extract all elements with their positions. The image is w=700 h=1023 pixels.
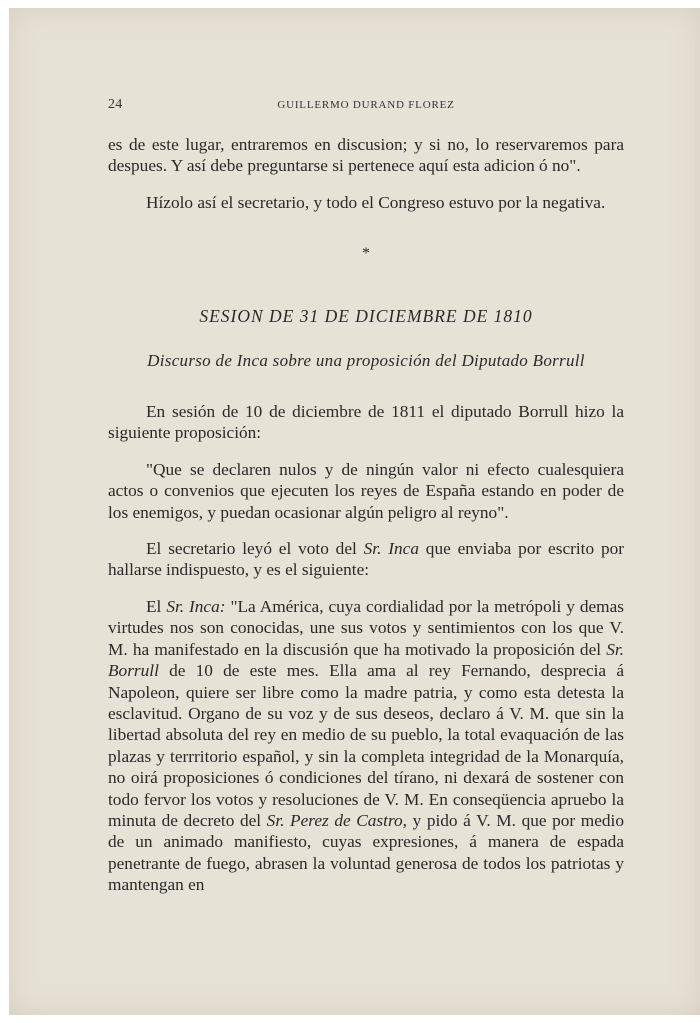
referenced-name: Sr. Borrull [108, 639, 624, 681]
paragraph-6 [108, 596, 624, 896]
paragraph-5-text-a: El secretario leyó el voto del [146, 539, 364, 559]
paragraph-3: En sesión de 10 de diciembre de 1811 el diputado Borrull hizo la siguiente proposición: [108, 402, 624, 443]
paragraph-6-text-a: El [146, 596, 167, 616]
paragraph-5-text-b: que enviaba por escrito por hallarse indispuesto, y es el siguiente: [108, 539, 625, 580]
paragraph-6-text-c: de 10 de este mes. Ella ama al rey Fernando, desprecia á Napoleon, quiere ser libre como la madre patria, y como esta detesta la esclavitud. Organo de su voz y de sus deseos, declaro á V. M. que sin la libertad absoluta del rey en medio de su pueblo, la total evaquación de las plazas y terrritorio español, y sin la completa integridad de la Monarquía, no oirá proposiciones ó condiciones del tírano, ni dexará de sostener con todo fervor los votos y resoluciones de V. M. En conseqüencia apruebo la minuta de decreto del [108, 661, 624, 830]
speaker-name: Sr. Inca [363, 539, 419, 559]
page-number: 24 [108, 97, 123, 112]
section-title: SESION DE 31 DE DICIEMBRE DE 1810 [199, 306, 533, 327]
section-separator: * [362, 245, 370, 263]
referenced-name: Sr. Perez de Castro, [266, 810, 407, 830]
page-header [108, 97, 624, 119]
paragraph-2: Hízolo así el secretario, y todo el Congreso estuvo por la negativa. [146, 192, 606, 212]
speaker-name: Sr. Inca: [166, 596, 226, 616]
running-head: GUILLERMO DURAND FLOREZ [277, 99, 455, 111]
paragraph-5 [108, 538, 624, 581]
paragraph-1: es de este lugar, entraremos en discusion; y si no, lo reservaremos para despues. Y así debe preguntarse si pertenece aquí esta adicion ó no". [108, 135, 624, 176]
section-subtitle: Discurso de Inca sobre una proposición del Diputado Borrull [147, 350, 585, 370]
body-text [108, 134, 624, 896]
paragraph-6-text-d: y pido á V. M. que por medio de un animado manifiesto, cuyas expresiones, á manera de espada penetrante de fuego, abrasen la voluntad generosa de todos los patriotas y mantengan en [108, 810, 624, 895]
paragraph-4: "Que se declaren nulos y de ningún valor ni efecto cualesquiera actos o convenios que ejecuten los reyes de España estando en poder de los enemigos, y puedan ocasionar algún peligro al reyno". [108, 459, 624, 522]
paragraph-6-text-b: "La América, cuya cordialidad por la metrópoli y demas virtudes nos son conocidas, une sus votos y sentimientos con los que V. M. ha manifestado en la discusión que ha motivado la proposición del [108, 596, 624, 659]
